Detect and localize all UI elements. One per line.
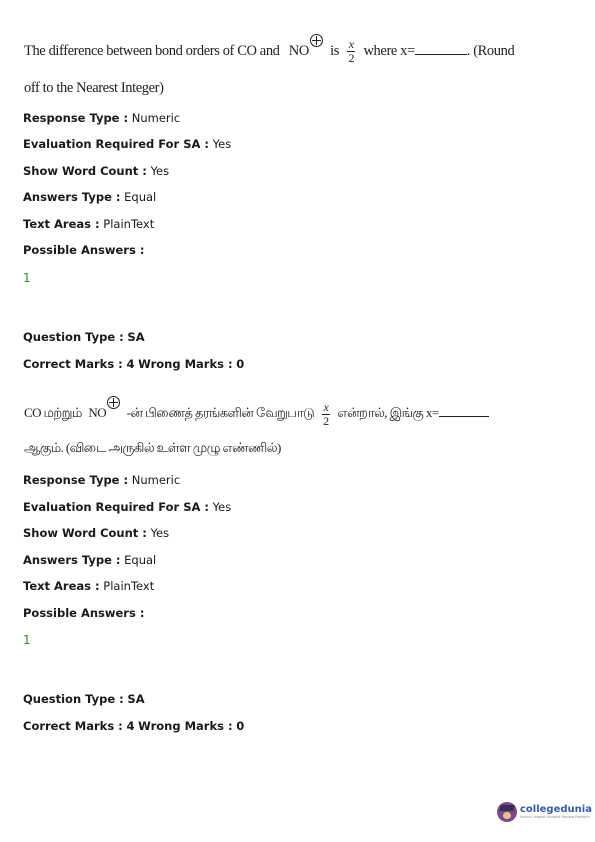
text-areas-row: Text Areas : PlainText [23,217,155,231]
question-2-line-2: ஆகும். (விடை அருகில் உள்ள முழு எண்ணில்) [24,440,281,455]
circled-plus-icon [107,396,120,409]
answers-type-row: Answers Type : Equal [23,553,157,567]
fraction-x-over-2: $\frac{x}{2}$ [323,399,329,428]
answers-type-row: Answers Type : Equal [23,190,157,204]
question-2-text-c: என்றால், இங்கு x= [337,405,439,420]
eval-required-row: Evaluation Required For SA : Yes [23,137,232,151]
show-word-count-row: Show Word Count : Yes [23,164,170,178]
logo-tagline: India's Largest Student Review Platform [520,815,590,819]
possible-answers-row: Possible Answers : [23,243,145,257]
answer-blank [415,44,467,55]
response-type-row: Response Type : Numeric [23,473,181,487]
show-word-count-row: Show Word Count : Yes [23,526,170,540]
question-1-line-2: off to the Nearest Integer) [24,80,164,96]
response-type-row: Response Type : Numeric [23,111,181,125]
no-species: NO [289,43,323,59]
question-2-text-a: CO மற்றும் [24,405,82,420]
possible-answers-row: Possible Answers : [23,606,145,620]
marks-row: Correct Marks : 4 Wrong Marks : 0 [23,719,245,733]
fraction-x-over-2: $\frac{x}{2}$ [348,37,355,66]
marks-row: Correct Marks : 4 Wrong Marks : 0 [23,357,245,371]
logo-name: collegedunia [520,804,592,815]
no-species: NO [88,405,120,420]
eval-required-row: Evaluation Required For SA : Yes [23,500,232,514]
question-2-line-1 [24,396,489,427]
question-1-text-a: The difference between bond orders of CO and [24,43,280,59]
question-1-text-d: . (Round [466,43,515,59]
answer-blank [439,406,489,417]
question-type-row: Question Type : SA [23,330,145,344]
text-areas-row: Text Areas : PlainText [23,579,155,593]
question-1-line-1 [24,34,514,64]
question-2-text-b: -ன் பிணைத் தரங்களின் வேறுபாடு [126,405,315,420]
possible-answer-value: 1 [23,271,31,285]
circled-plus-icon [310,34,323,47]
graduate-mascot-icon [497,802,517,822]
question-1-text-b: is [330,43,340,59]
question-type-row: Question Type : SA [23,692,145,706]
question-1-text-c: where x= [363,43,415,59]
possible-answer-value: 1 [23,633,31,647]
collegedunia-logo [497,802,592,822]
